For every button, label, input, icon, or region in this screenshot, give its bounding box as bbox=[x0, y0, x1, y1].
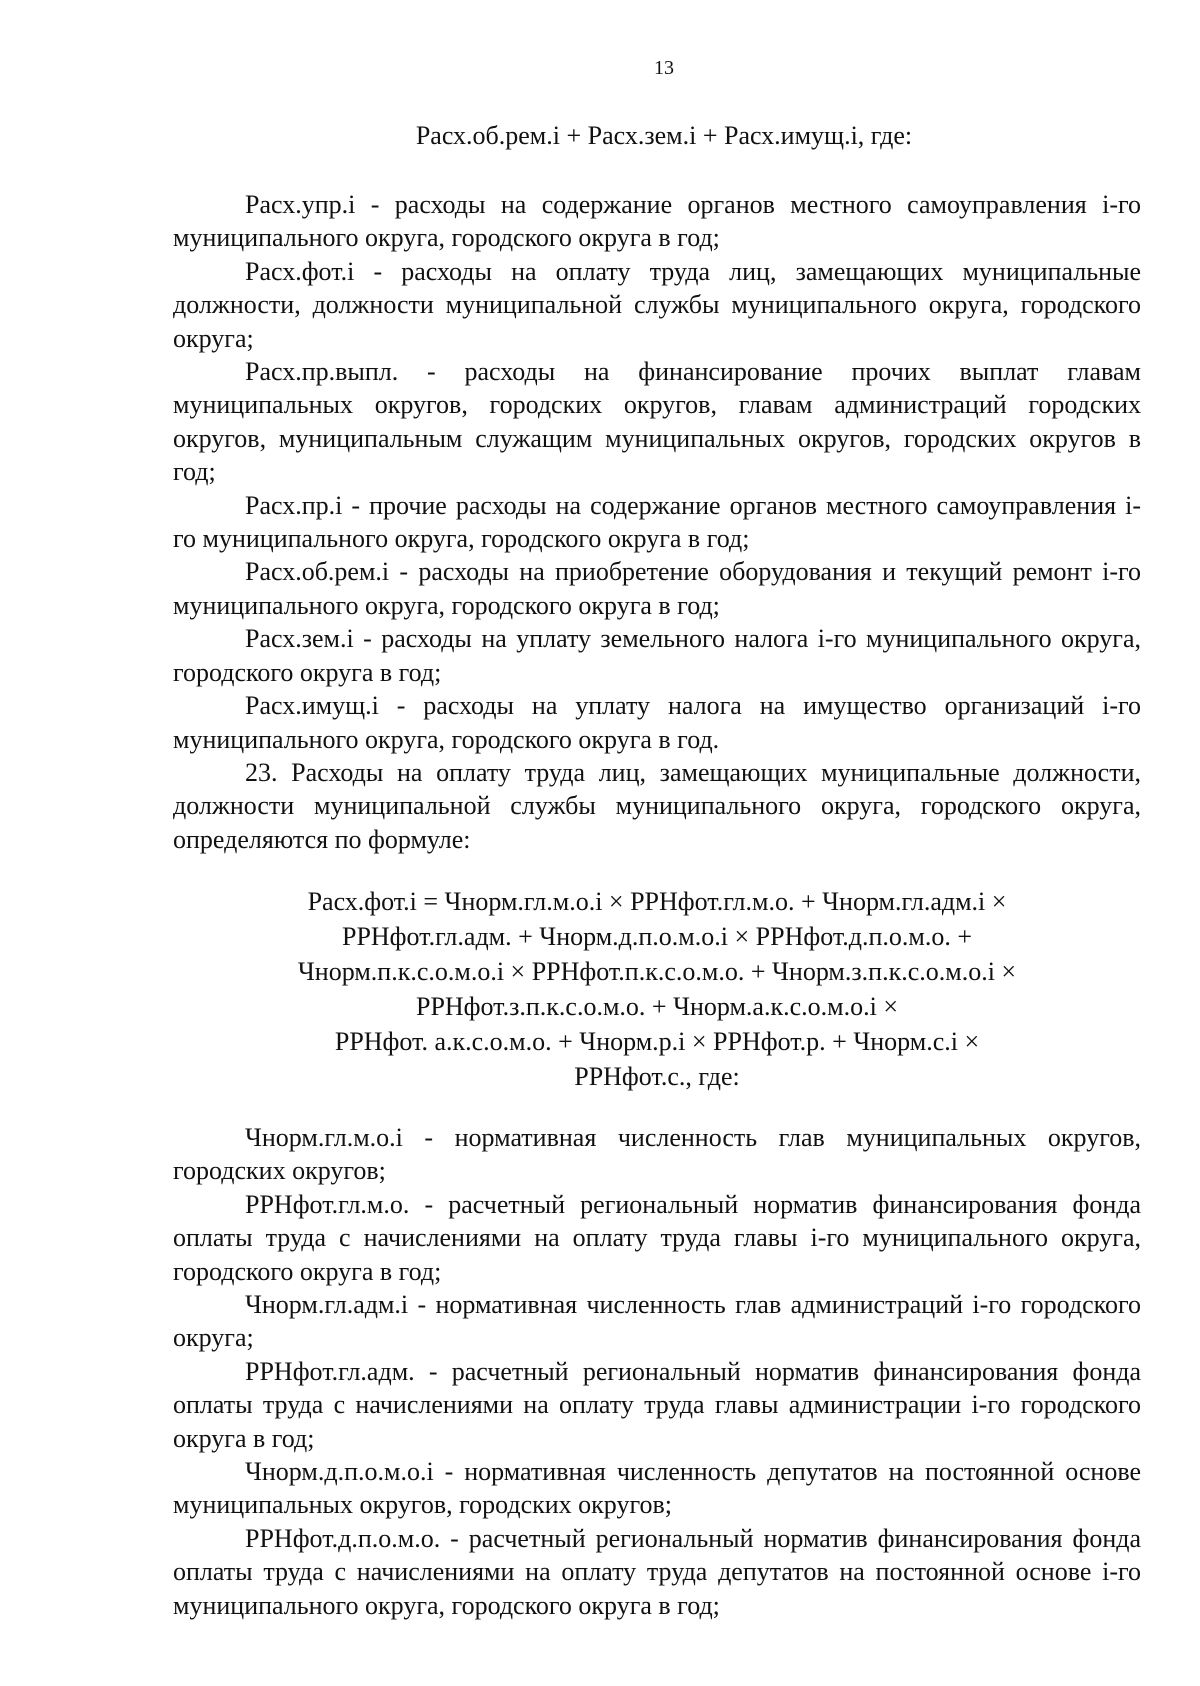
definition-paragraph bbox=[173, 255, 1141, 355]
definition-term: Расх.упр.i bbox=[245, 190, 356, 219]
formula-line: Чнорм.п.к.с.о.м.о.i × РРНфот.п.к.с.о.м.о. + Чнорм.з.п.к.с.о.м.о.i × bbox=[297, 957, 1017, 986]
definition-paragraph bbox=[173, 188, 1141, 255]
formula-block bbox=[173, 884, 1141, 1094]
definition-text: - расчетный региональный норматив финансирования фонда оплаты труда с начислениями на оплату труда главы i-го муниципального округа, городского округа в год; bbox=[173, 1189, 1141, 1286]
clause-number: 23. bbox=[245, 757, 278, 787]
definition-text: - прочие расходы на содержание органов местного самоуправления i-го муниципального округа, городского округа в год; bbox=[173, 490, 1141, 554]
definition-term: РРНфот.гл.адм. bbox=[245, 1356, 415, 1386]
definition-paragraph bbox=[173, 1288, 1141, 1355]
formula-line: РРНфот.з.п.к.с.о.м.о. + Чнорм.а.к.с.о.м.о.i × bbox=[415, 992, 898, 1021]
definition-text: - расходы на финансирование прочих выплат главам муниципальных округов, городских округов, главам администраций городских округов, муниципальным служащим муниципальных округов, городских округов в год; bbox=[173, 357, 1141, 487]
definition-term: Расх.об.рем.i bbox=[245, 557, 390, 587]
definition-paragraph bbox=[173, 1121, 1141, 1188]
formula-line: Расх.фот.i = Чнорм.гл.м.о.i × РРНфот.гл.м.о. + Чнорм.гл.адм.i × bbox=[307, 887, 1007, 916]
definition-paragraph bbox=[173, 1455, 1141, 1522]
definition-paragraph bbox=[173, 489, 1141, 556]
definition-paragraph bbox=[173, 355, 1141, 489]
definition-term: Чнорм.д.п.о.м.о.i bbox=[245, 1457, 434, 1487]
definition-paragraph bbox=[173, 622, 1141, 689]
formula-continuation: Расх.об.рем.i + Расх.зем.i + Расх.имущ.i, где: bbox=[415, 121, 913, 150]
definition-term: Чнорм.гл.адм.i bbox=[245, 1290, 409, 1320]
definition-text: - расходы на уплату земельного налога i-го муниципального округа, городского округа в год; bbox=[173, 624, 1141, 687]
formula-line: РРНфот.с., где: bbox=[574, 1062, 740, 1091]
definition-text: - расходы на приобретение оборудования и текущий ремонт i-го муниципального округа, городского округа в год; bbox=[173, 557, 1141, 620]
definition-paragraph bbox=[173, 555, 1141, 622]
definition-paragraph bbox=[173, 1188, 1141, 1288]
definition-term: Расх.имущ.i bbox=[245, 691, 379, 721]
definition-text: - расходы на оплату труда лиц, замещающих муниципальные должности, должности муниципальной службы муниципального округа, городского округа; bbox=[173, 256, 1141, 353]
definition-paragraph bbox=[173, 689, 1141, 756]
clause-23-paragraph bbox=[173, 756, 1141, 856]
definition-text: - нормативная численность депутатов на постоянной основе муниципальных округов, городских округов; bbox=[173, 1457, 1141, 1520]
definition-text: - нормативная численность глав муниципальных округов, городских округов; bbox=[173, 1123, 1141, 1186]
definitions-section-1 bbox=[173, 188, 1141, 856]
definition-paragraph bbox=[173, 1522, 1141, 1622]
definition-term: Чнорм.гл.м.о.i bbox=[245, 1123, 403, 1152]
formula-line: РРНфот. а.к.с.о.м.о. + Чнорм.р.i × РРНфот.р. + Чнорм.с.i × bbox=[334, 1027, 980, 1056]
definition-paragraph bbox=[173, 1355, 1141, 1455]
page-number: 13 bbox=[654, 57, 674, 79]
definition-text: - расчетный региональный норматив финансирования фонда оплаты труда с начислениями на оплату труда депутатов на постоянной основе i-го муниципального округа, городского округа в год; bbox=[173, 1523, 1141, 1620]
definition-text: - расчетный региональный норматив финансирования фонда оплаты труда с начислениями на оплату труда главы администрации i-го городского округа в год; bbox=[173, 1356, 1141, 1453]
definition-term: Расх.пр.i bbox=[245, 490, 343, 520]
definitions-section-2 bbox=[173, 1121, 1141, 1622]
definition-term: Расх.фот.i bbox=[245, 256, 355, 286]
definition-term: Расх.зем.i bbox=[245, 624, 354, 654]
definition-text: - расходы на содержание органов местного самоуправления i-го муниципального округа, городского округа в год; bbox=[173, 190, 1141, 253]
definition-term: РРНфот.д.п.о.м.о. bbox=[245, 1523, 441, 1553]
definition-text: - нормативная численность глав администраций i-го городского округа; bbox=[173, 1290, 1141, 1353]
clause-text: Расходы на оплату труда лиц, замещающих муниципальные должности, должности муниципальной службы муниципального округа, городского округа, определяются по формуле: bbox=[173, 757, 1141, 854]
formula-line: РРНфот.гл.адм. + Чнорм.д.п.о.м.о.i × РРНфот.д.п.о.м.о. + bbox=[341, 922, 973, 951]
definition-text: - расходы на уплату налога на имущество организаций i-го муниципального округа, городского округа в год. bbox=[173, 691, 1141, 754]
definition-term: Расх.пр.выпл. bbox=[245, 357, 399, 387]
definition-term: РРНфот.гл.м.о. bbox=[245, 1189, 410, 1219]
